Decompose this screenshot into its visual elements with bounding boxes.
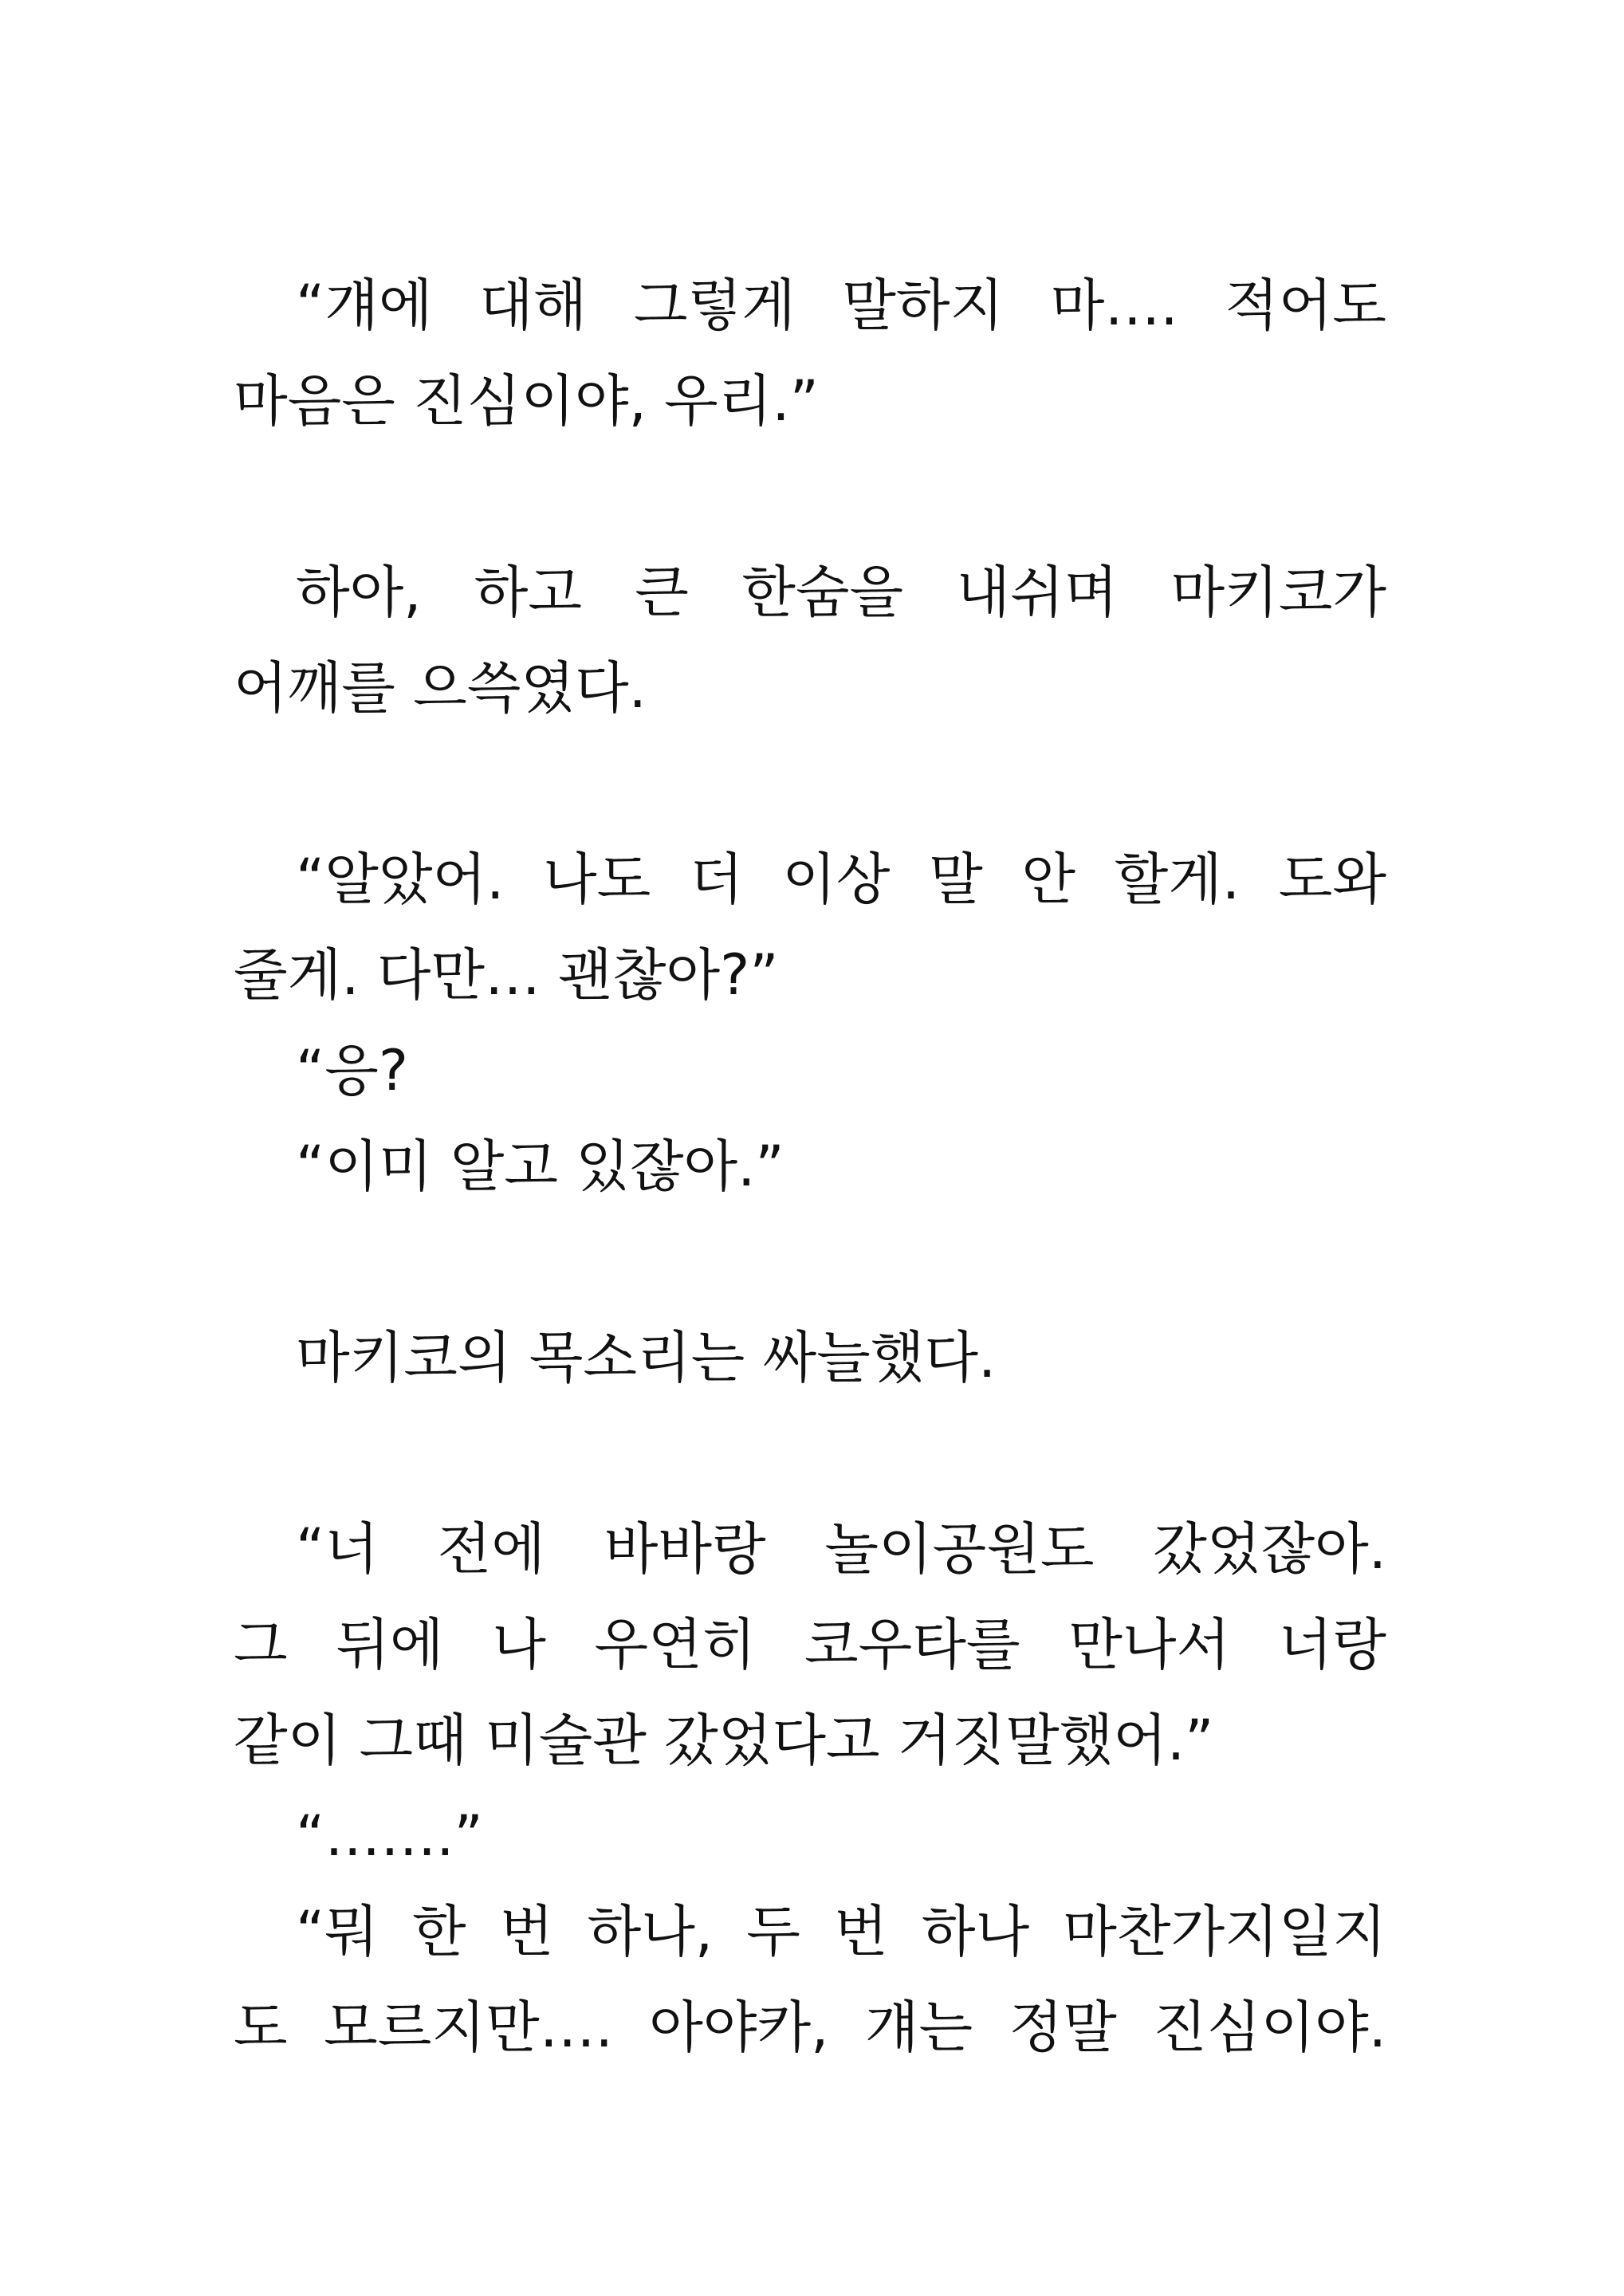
text-line: “너 전에 바바랑 놀이공원도 갔었잖아. [296,1516,1386,1582]
text-line: “걔에 대해 그렇게 말하지 마…. 적어도 [296,273,1386,338]
text-line: “뭐 한 번 하나, 두 번 하나 마찬가지일지 [296,1899,1386,1964]
text-line: “응? [296,1038,409,1103]
text-line: 줄게. 다만… 괜찮아?” [234,942,779,1008]
text-line: 같이 그때 미술관 갔었다고 거짓말했어.” [234,1708,1214,1773]
text-line: 그 뒤에 나 우연히 코우타를 만나서 너랑 [234,1612,1386,1677]
text-line: 마키코의 목소리는 싸늘했다. [296,1325,997,1390]
text-line: “…….” [296,1803,483,1869]
text-line: 도 모르지만…. 아야카, 걔는 정말 진심이야. [234,1995,1386,2060]
text-line: 어깨를 으쓱였다. [234,655,647,721]
text-line: 마음은 진심이야, 우리.” [234,368,819,434]
text-line: “알았어. 나도 더 이상 말 안 할게. 도와 [296,847,1386,912]
text-line: “이미 알고 있잖아.” [296,1134,784,1199]
text-line: 하아, 하고 큰 한숨을 내쉬며 마키코가 [296,560,1386,625]
